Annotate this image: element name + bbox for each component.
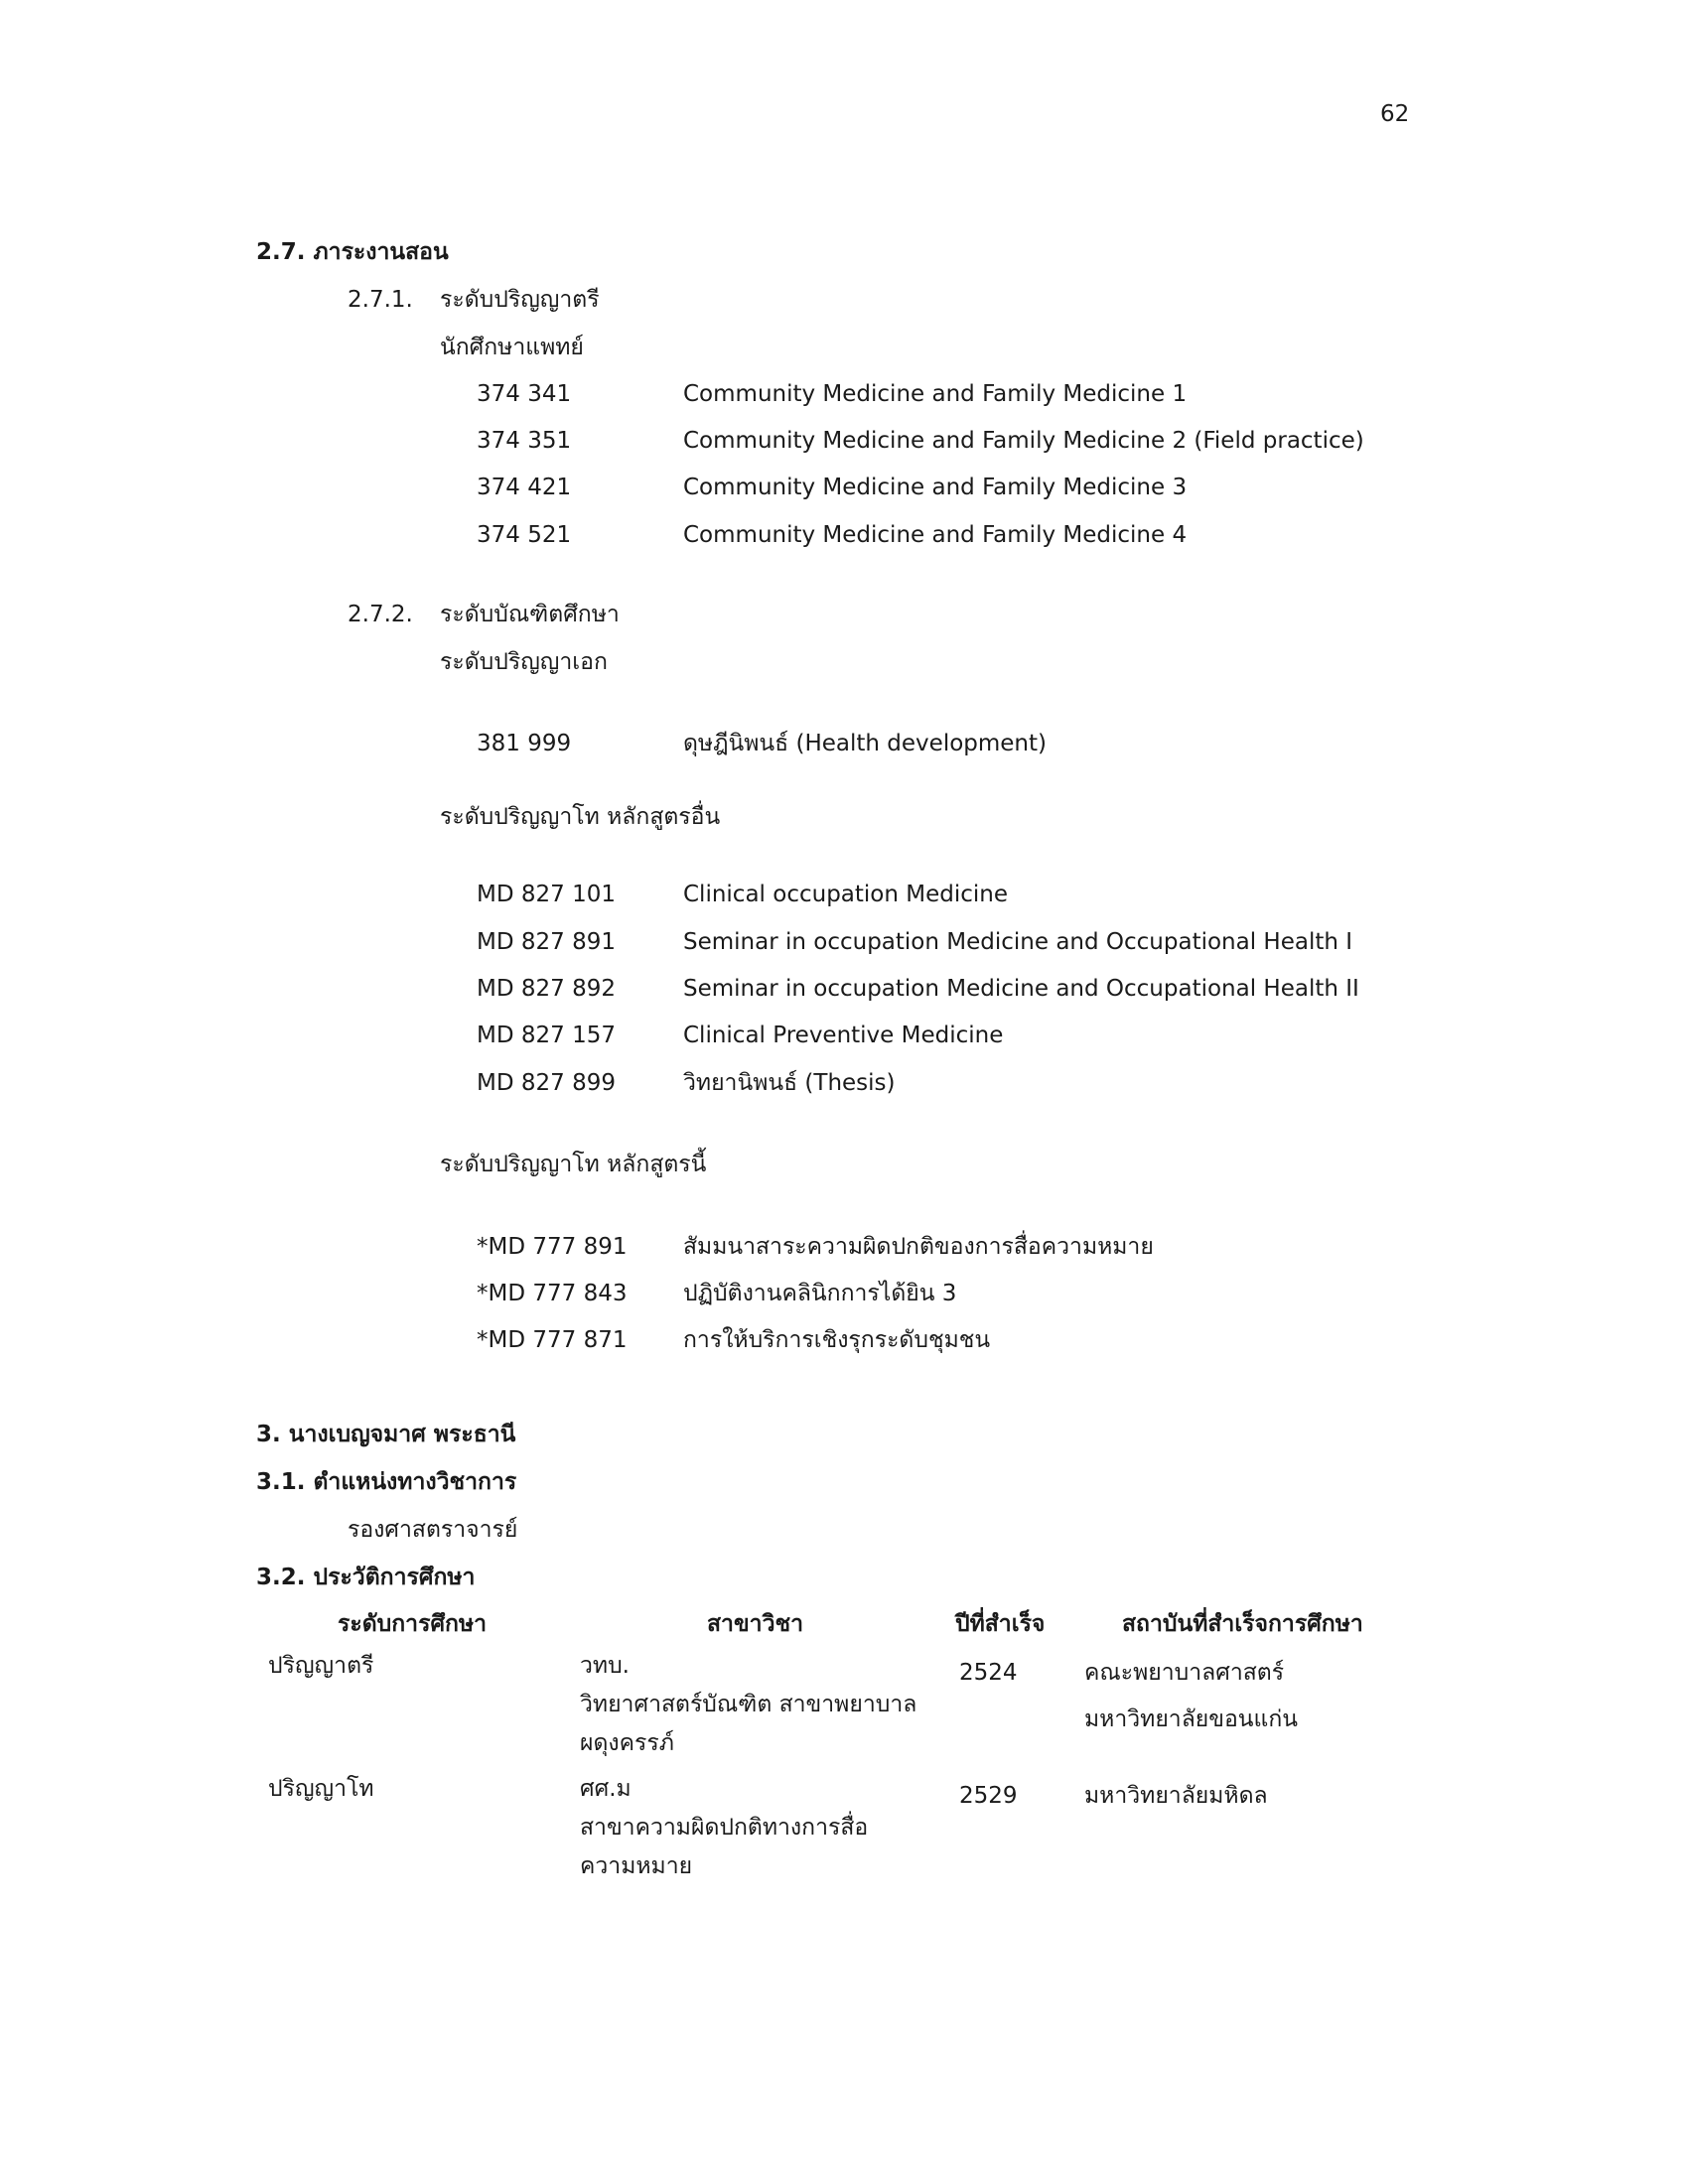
education-major-line: ผดุงครรภ์: [580, 1730, 674, 1756]
education-heading: 3.2. ประวัติการศึกษา: [256, 1565, 476, 1590]
course-code: 374 521: [477, 522, 572, 548]
course-title: Community Medicine and Family Medicine 3: [683, 475, 1188, 500]
course-code: MD 827 892: [477, 976, 616, 1002]
doctoral-label: ระดับปริญญาเอก: [440, 649, 608, 675]
position-value: รองศาสตราจารย์: [348, 1517, 518, 1543]
course-title: ดุษฎีนิพนธ์ (Health development): [683, 731, 1048, 756]
masters-this-label: ระดับปริญญาโท หลักสูตรนี้: [440, 1152, 707, 1177]
education-major-line: วทบ.: [580, 1653, 630, 1679]
education-institution-line: มหาวิทยาลัยมหิดล: [1084, 1783, 1268, 1809]
education-major-line: วิทยาศาสตร์บัณฑิต สาขาพยาบาล: [580, 1692, 917, 1717]
course-code: MD 827 899: [477, 1070, 616, 1096]
course-code: 381 999: [477, 731, 572, 756]
course-code: *MD 777 871: [477, 1327, 628, 1353]
education-year: 2524: [959, 1660, 1018, 1686]
table-header: ปีที่สำเร็จ: [955, 1611, 1046, 1637]
table-header: ระดับการศึกษา: [338, 1611, 488, 1637]
course-code: 374 351: [477, 428, 572, 454]
course-code: 374 421: [477, 475, 572, 500]
course-title: Community Medicine and Family Medicine 1: [683, 381, 1188, 407]
education-level: ปริญญาตรี: [268, 1653, 374, 1679]
course-code: MD 827 891: [477, 929, 616, 955]
subsection-number: 2.7.1.: [348, 287, 413, 313]
course-code: MD 827 101: [477, 882, 616, 907]
education-institution-line: คณะพยาบาลศาสตร์: [1084, 1660, 1285, 1686]
course-title: Seminar in occupation Medicine and Occupational Health II: [683, 976, 1359, 1002]
person-heading: 3. นางเบญจมาศ พระธานี: [256, 1422, 516, 1447]
education-major-line: สาขาความผิดปกติทางการสื่อ: [580, 1815, 869, 1841]
course-title: ปฏิบัติงานคลินิกการได้ยิน 3: [683, 1281, 957, 1306]
course-title: วิทยานิพนธ์ (Thesis): [683, 1070, 896, 1096]
subsection-label: ระดับปริญญาตรี: [440, 287, 600, 313]
education-level: ปริญญาโท: [268, 1776, 374, 1802]
course-title: สัมมนาสาระความผิดปกติของการสื่อความหมาย: [683, 1234, 1154, 1260]
table-header: สถาบันที่สำเร็จการศึกษา: [1122, 1611, 1363, 1637]
course-code: 374 341: [477, 381, 572, 407]
education-year: 2529: [959, 1783, 1018, 1809]
masters-other-label: ระดับปริญญาโท หลักสูตรอื่น: [440, 804, 721, 830]
subsection-number: 2.7.2.: [348, 602, 413, 627]
education-major-line: ศศ.ม: [580, 1776, 632, 1802]
section-heading: 2.7. ภาระงานสอน: [256, 239, 449, 265]
course-title: Community Medicine and Family Medicine 4: [683, 522, 1188, 548]
course-title: Clinical occupation Medicine: [683, 882, 1008, 907]
position-heading: 3.1. ตำแหน่งทางวิชาการ: [256, 1469, 517, 1495]
subsection-label: ระดับบัณฑิตศึกษา: [440, 602, 620, 627]
table-header: สาขาวิชา: [707, 1611, 804, 1637]
page-number: 62: [1380, 101, 1410, 127]
education-institution-line: มหาวิทยาลัยขอนแก่น: [1084, 1706, 1299, 1732]
group-label: นักศึกษาแพทย์: [440, 335, 584, 360]
course-title: การให้บริการเชิงรุกระดับชุมชน: [683, 1327, 991, 1353]
course-title: Community Medicine and Family Medicine 2 (Field practice): [683, 428, 1364, 454]
course-title: Seminar in occupation Medicine and Occupational Health I: [683, 929, 1353, 955]
course-code: *MD 777 843: [477, 1281, 628, 1306]
course-code: MD 827 157: [477, 1023, 616, 1048]
course-code: *MD 777 891: [477, 1234, 628, 1260]
course-title: Clinical Preventive Medicine: [683, 1023, 1004, 1048]
education-major-line: ความหมาย: [580, 1853, 693, 1879]
